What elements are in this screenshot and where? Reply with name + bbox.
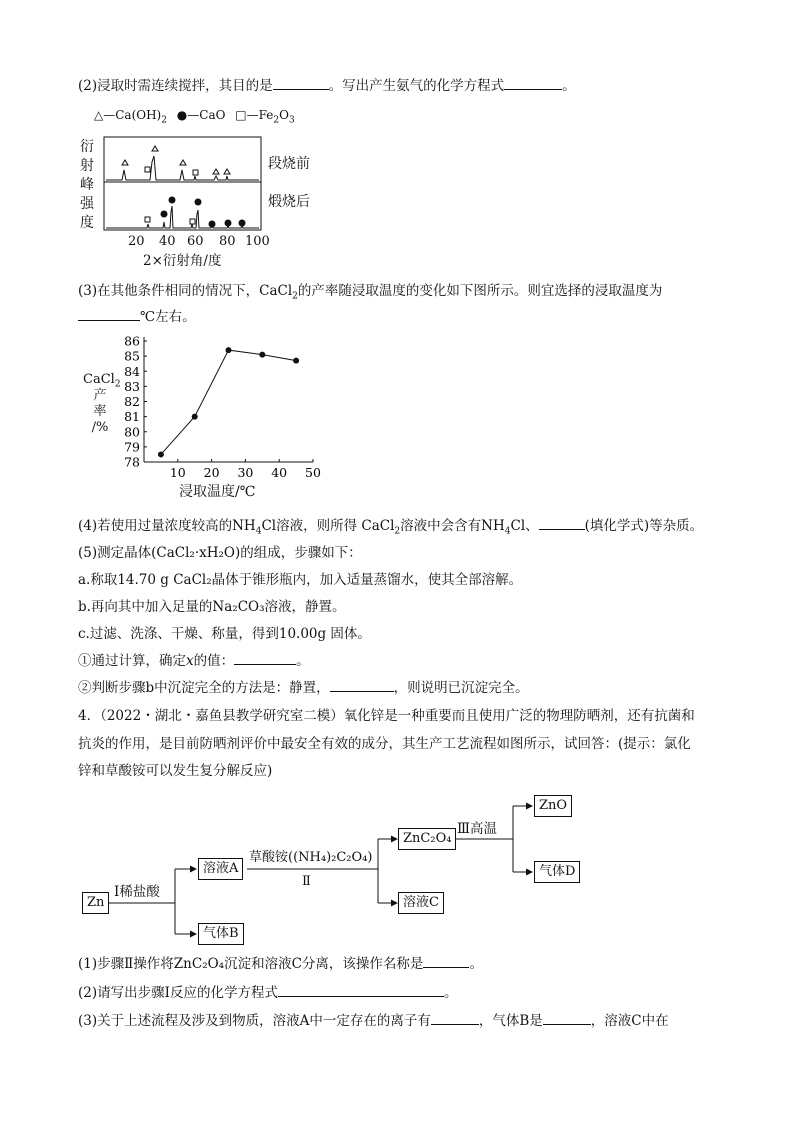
- sub-question-3: (3)关于上述流程及涉及到物质，溶液A中一定存在的离子有 ，气体B是 ，溶液C中在: [78, 1013, 669, 1029]
- zno-box: ZnO: [534, 795, 572, 817]
- solution-a-box: 溶液A: [198, 858, 243, 880]
- question-2: (2)浸取时需连续搅拌，其目的是 。写出产生氨气的化学方程式 。: [78, 78, 576, 94]
- question-5: (5)测定晶体(CaCl₂·xH₂O)的组成，步骤如下：: [78, 545, 362, 561]
- question-3-cont: ℃左右。: [78, 308, 196, 326]
- znc2o4-box: ZnC₂O₄: [398, 828, 456, 850]
- question-3: (3)在其他条件相同的情况下，CaCl$_2$的产率随浸取温度的变化如下图所示。则宜选择的浸取温度为: [78, 283, 663, 302]
- y-tick-label: 78: [124, 454, 140, 470]
- sub-question-2: (2)请写出步骤Ⅰ反应的化学方程式 。: [78, 985, 458, 1001]
- x-tick-label: 50: [305, 465, 321, 480]
- x-tick-label: 40: [271, 465, 288, 480]
- xrd-ylabel: 衍 射 峰 强 度: [80, 139, 94, 231]
- sub-question-1: (1)步骤Ⅱ操作将ZnC₂O₄沉淀和溶液C分离，该操作名称是 。: [78, 956, 483, 972]
- question-4: (4)若使用过量浓度较高的$NH_4Cl$溶液，则所得 CaCl$_2$溶液中会含有$NH_4Cl$、 (填化学式)等杂质。: [78, 518, 704, 537]
- x-tick-label: 10: [169, 465, 186, 480]
- zn-box: Zn: [82, 892, 109, 914]
- x-tick-label: 20: [203, 465, 220, 480]
- chart-xlabel: 浸取温度/℃: [179, 484, 256, 500]
- step2-label: Ⅱ: [302, 874, 311, 889]
- chart-ylabel: CaCl$_2$ 产 率 /%: [83, 372, 121, 435]
- step-a: a.称取14.70 g CaCl₂晶体于锥形瓶内，加入适量蒸馏水，使其全部溶解。: [78, 572, 523, 588]
- answer-blank[interactable]: [543, 1012, 591, 1025]
- answer-blank[interactable]: [431, 1012, 479, 1025]
- part-2: ②判断步骤b中沉淀完全的方法是：静置， ，则说明已沉淀完全。: [78, 680, 529, 696]
- step1-label: Ⅰ稀盐酸: [114, 884, 160, 900]
- y-tick-label: 84: [124, 363, 140, 379]
- y-tick-label: 80: [124, 424, 140, 440]
- reagent-label: 草酸铵((NH₄)₂C₂O₄): [249, 850, 373, 865]
- y-tick-label: 86: [124, 333, 140, 349]
- q4-intro-line1: 4．（2022・湖北・嘉鱼县教学研究室二模）氧化锌是一种重要而且使用广泛的物理防晒剂，还有抗菌和: [78, 708, 695, 724]
- y-tick-label: 83: [124, 378, 140, 394]
- gas-b-box: 气体B: [198, 923, 244, 945]
- answer-blank[interactable]: [278, 984, 444, 997]
- part-1: ①通过计算，确定x的值： 。: [78, 653, 310, 669]
- step-c: c.过滤、洗涤、干燥、称量，得到10.00g 固体。: [78, 626, 371, 642]
- label-after: 煅烧后: [268, 194, 310, 210]
- step-b: b.再向其中加入足量的Na₂CO₃溶液，静置。: [78, 599, 346, 615]
- x-tick-label: 30: [237, 465, 254, 480]
- y-tick-label: 85: [124, 348, 140, 364]
- xrd-legend: $\triangle—Ca(OH)_2$ ●—CaO $□—Fe_2O_3$: [94, 108, 295, 126]
- y-tick-label: 81: [124, 409, 140, 425]
- y-tick-label: 79: [124, 439, 140, 455]
- q4-intro-line3: 锌和草酸铵可以发生复分解反应): [78, 763, 273, 779]
- xrd-xlabel: 2×衍射角/度: [143, 253, 222, 269]
- q4-intro-line2: 抗炎的作用，是目前防晒剂评价中最安全有效的成分，其生产工艺流程如图所示，试回答：(提示：氯化: [78, 736, 691, 752]
- gas-d-box: 气体D: [534, 861, 580, 883]
- y-tick-label: 82: [124, 394, 140, 409]
- step3-label: Ⅲ高温: [457, 821, 498, 837]
- label-before: 段烧前: [268, 156, 310, 172]
- answer-blank[interactable]: [423, 955, 469, 968]
- solution-c-box: 溶液C: [398, 892, 444, 914]
